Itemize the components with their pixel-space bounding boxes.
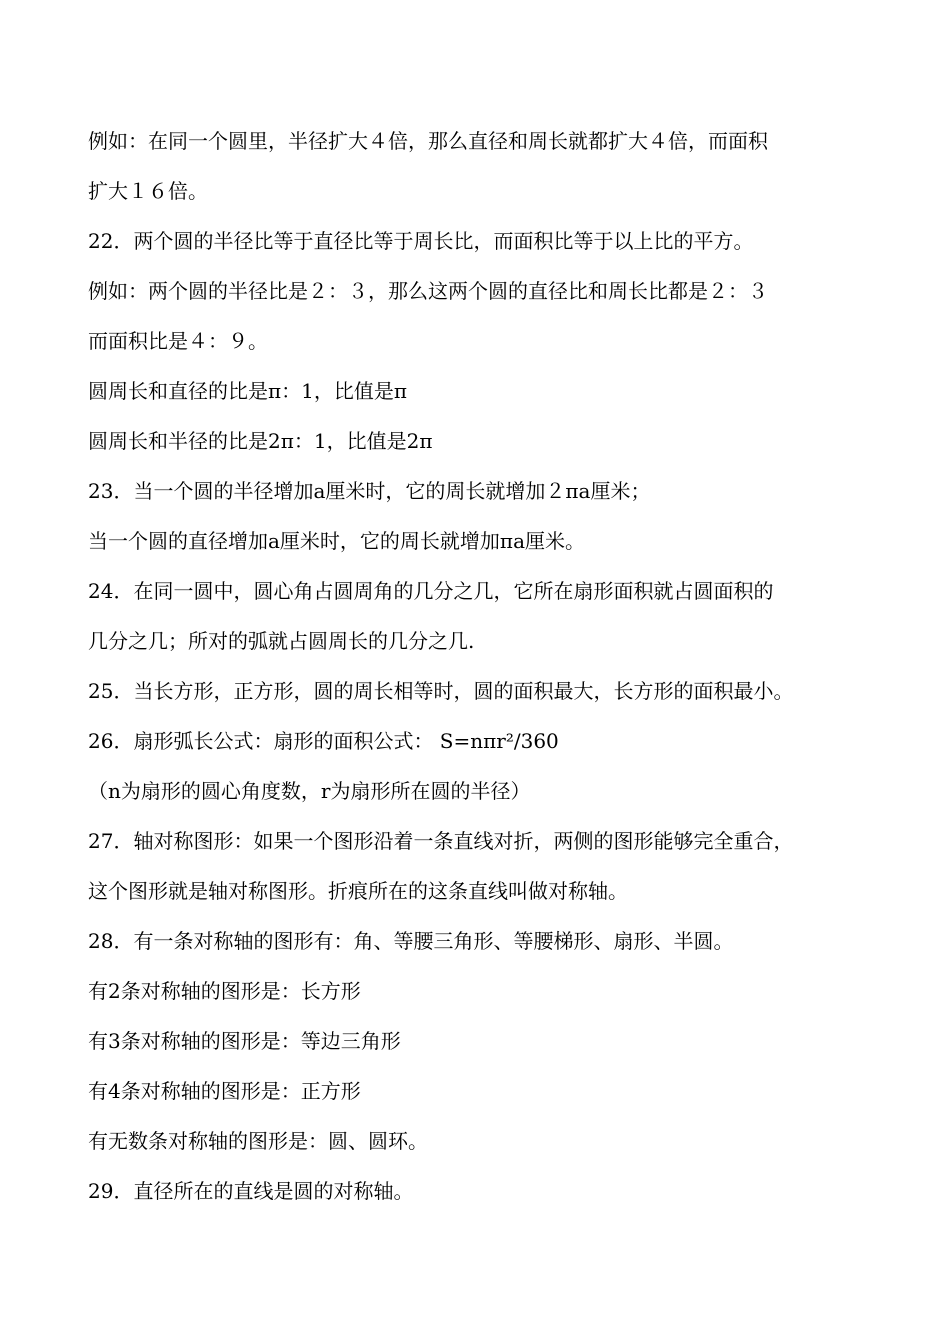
text-line: 25．当长方形，正方形，圆的周长相等时，圆的面积最大，长方形的面积最小。 — [88, 679, 794, 703]
text-line: （n为扇形的圆心角度数，r为扇形所在圆的半径） — [88, 779, 531, 803]
text-line: 扩大１６倍。 — [88, 179, 208, 203]
text-line: 22．两个圆的半径比等于直径比等于周长比，而面积比等于以上比的平方。 — [88, 229, 754, 253]
text-line: 28．有一条对称轴的图形有：角、等腰三角形、等腰梯形、扇形、半圆。 — [88, 929, 734, 953]
text-line: 23．当一个圆的半径增加a厘米时，它的周长就增加２πa厘米； — [88, 479, 651, 503]
text-line: 圆周长和直径的比是π：1，比值是π — [88, 379, 408, 403]
text-line: 这个图形就是轴对称图形。折痕所在的这条直线叫做对称轴。 — [88, 879, 628, 903]
text-line: 例如：在同一个圆里，半径扩大４倍，那么直径和周长就都扩大４倍，而面积 — [88, 129, 768, 153]
text-line: 有4条对称轴的图形是：正方形 — [88, 1079, 361, 1103]
text-line: 例如：两个圆的半径比是２：３，那么这两个圆的直径比和周长比都是２：３ — [88, 279, 768, 303]
text-line: 27．轴对称图形：如果一个图形沿着一条直线对折，两侧的图形能够完全重合， — [88, 829, 794, 853]
text-line: 几分之几；所对的弧就占圆周长的几分之几. — [88, 629, 475, 653]
text-line: 29．直径所在的直线是圆的对称轴。 — [88, 1179, 414, 1203]
text-line: 而面积比是４：９。 — [88, 329, 268, 353]
text-line: 26．扇形弧长公式：扇形的面积公式： S=nπr²/360 — [88, 729, 559, 753]
text-line: 圆周长和半径的比是2π：1，比值是2π — [88, 429, 433, 453]
text-line: 有无数条对称轴的图形是：圆、圆环。 — [88, 1129, 428, 1153]
text-line: 当一个圆的直径增加a厘米时，它的周长就增加πa厘米。 — [88, 529, 585, 553]
text-line: 有2条对称轴的图形是：长方形 — [88, 979, 361, 1003]
text-line: 有3条对称轴的图形是：等边三角形 — [88, 1029, 401, 1053]
text-line: 24．在同一圆中，圆心角占圆周角的几分之几，它所在扇形面积就占圆面积的 — [88, 579, 774, 603]
